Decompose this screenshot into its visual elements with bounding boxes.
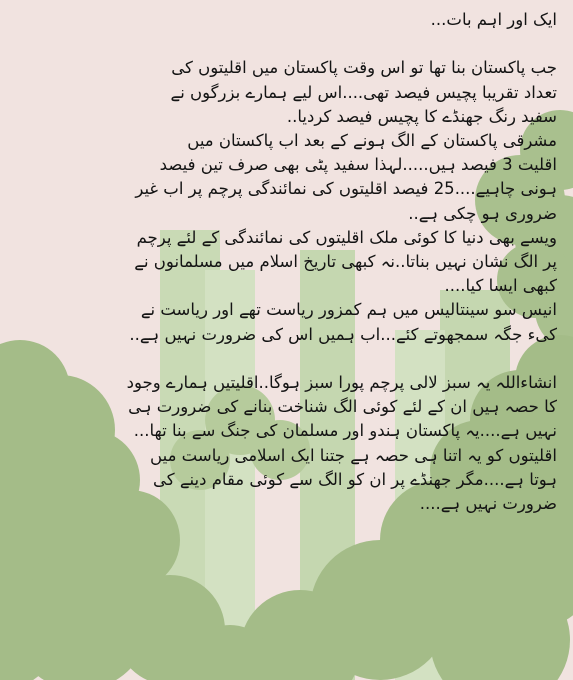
post-text (14, 8, 557, 672)
text-line (14, 32, 557, 56)
text-line: تعداد تقریبا پچیس فیصد تھی....اس لیے ہمارے بزرگوں نے (170, 82, 557, 102)
text-line: اقلیت 3 فیصد ہیں.....لہذا سفید پٹی بھی صرف تین فیصد (159, 155, 557, 175)
text-line: انشاءاللہ یہ سبز لالی پرچم پورا سبز ہوگا..اقلیتیں ہمارے وجود (126, 373, 557, 393)
text-line: پر الگ نشان نہیں بناتا..نہ کبھی تاریخ اسلام میں مسلمانوں نے (134, 252, 557, 272)
text-line: ہونی چاہیے....25 فیصد اقلیتوں کی نمائندگی پرچم پر اب غیر (135, 179, 557, 199)
text-line: ایک اور اہم بات... (430, 10, 557, 29)
text-line: ہوتا ہے....مگر جھنڈے پر ان کو الگ سے کوئی مقام دینے کی (153, 469, 557, 489)
text-line: انیس سو سینتالیس میں ہم کمزور ریاست تھے اور ریاست نے (140, 300, 557, 320)
text-line: ضروری ہو چکی ہے.. (408, 203, 557, 223)
text-line: کبھی ایسا کیا.... (444, 276, 557, 296)
text-line: مشرقی پاکستان کے الگ ہونے کے بعد اب پاکستان میں (187, 131, 557, 150)
text-line (14, 347, 557, 371)
text-line: کا حصہ ہیں ان کے لئے کوئی الگ شناخت بنانے کی ضرورت ہی (128, 397, 557, 417)
text-line: ضرورت نہیں ہے.... (419, 494, 557, 514)
text-line: کیء جگہ سمجھوتے کئے...اب ہمیں اس کی ضرورت نہیں ہے.. (129, 324, 557, 344)
text-line: نہیں ہے....یہ پاکستان ہندو اور مسلمان کی جنگ سے بنا تھا... (133, 421, 557, 441)
text-line: جب پاکستان بنا تھا تو اس وقت پاکستان میں اقلیتوں کی (171, 58, 557, 78)
text-line: ویسے بھی دنیا کا کوئی ملک اقلیتوں کی نمائندگی کے لئے پرچم (136, 227, 557, 247)
text-line: سفید رنگ جھنڈے کا پچیس فیصد کردیا.. (286, 106, 557, 126)
text-line: اقلیتوں کو یہ اتنا ہی حصہ ہے جتنا ایک اسلامی ریاست میں (150, 445, 557, 465)
